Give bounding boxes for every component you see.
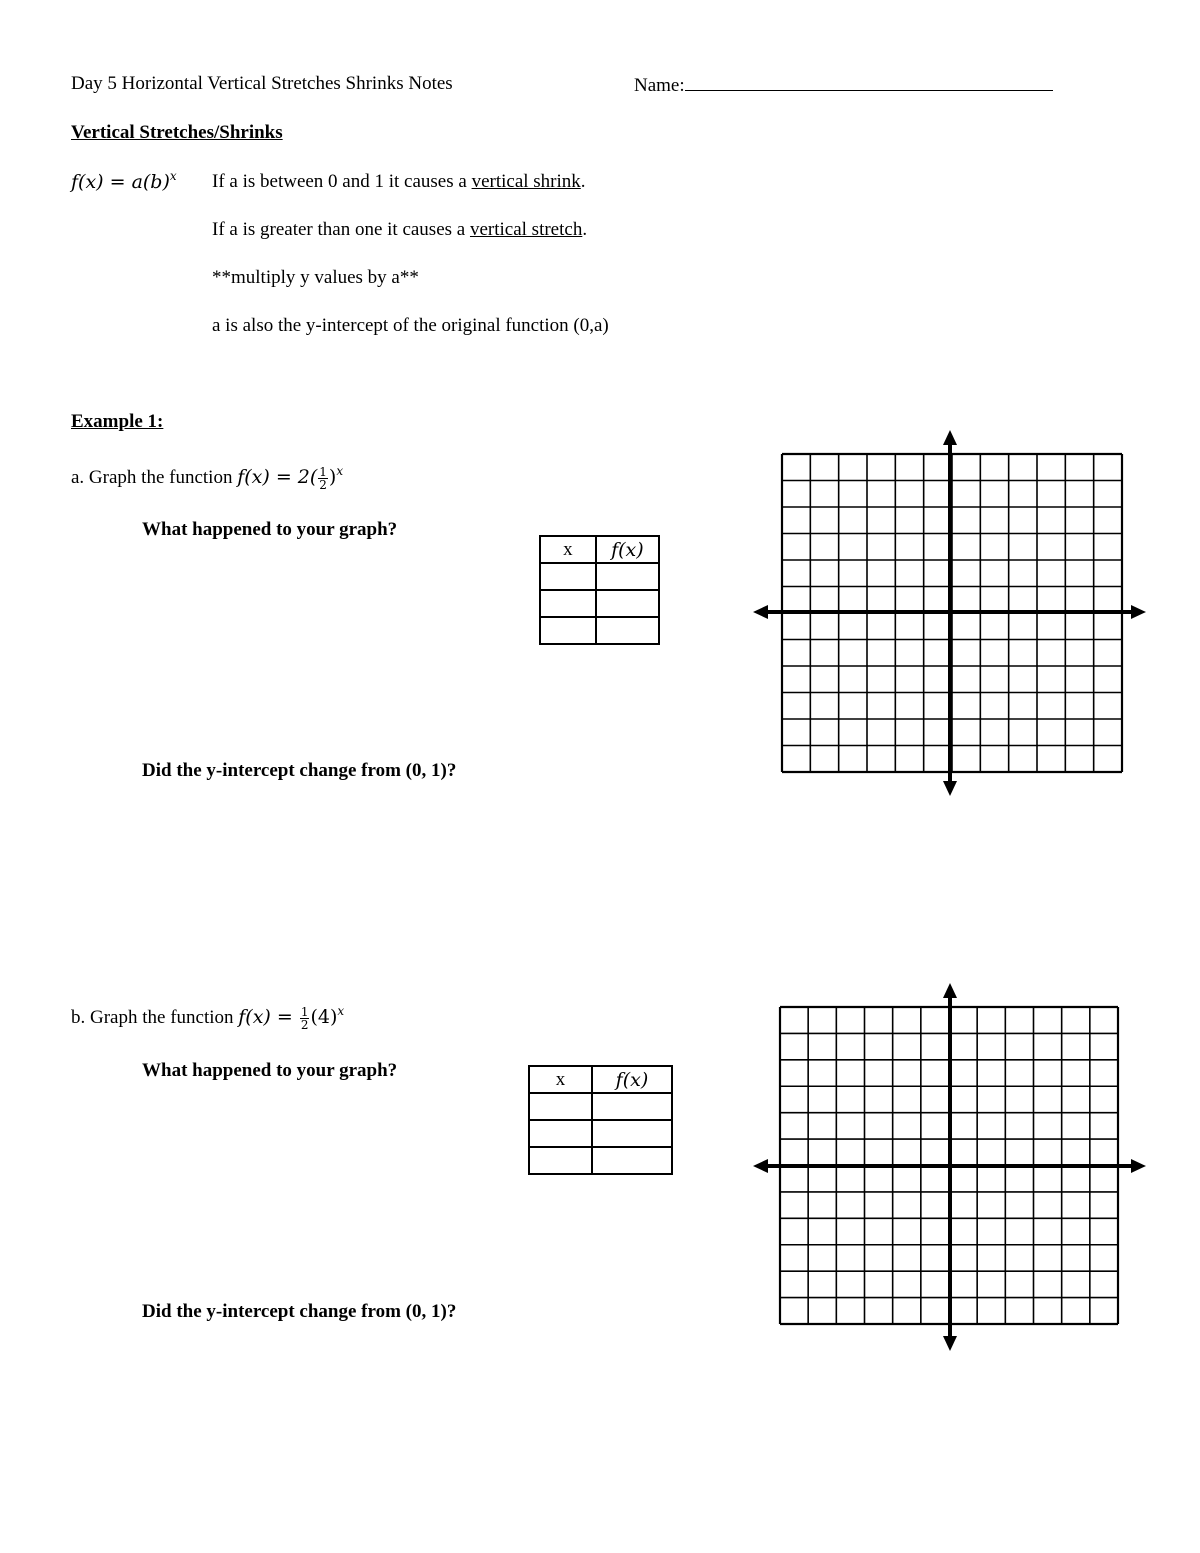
- part-a-question-graph: What happened to your graph?: [142, 519, 398, 540]
- table-cell[interactable]: [529, 1120, 592, 1147]
- x-axis-left-arrow-icon: [753, 1159, 768, 1173]
- rule-vertical-stretch: [212, 218, 587, 242]
- y-axis-up-arrow-icon: [943, 983, 957, 998]
- name-label: Name:: [634, 75, 685, 96]
- rule2-text: If a is greater than one it causes a: [212, 219, 470, 240]
- part-a-coordinate-grid[interactable]: [750, 425, 1150, 800]
- general-formula: [71, 170, 177, 196]
- y-axis-down-arrow-icon: [943, 1336, 957, 1351]
- part-b-fn-rhs: (4): [310, 1006, 338, 1028]
- formula-lhs: f(x) = a(b): [71, 171, 170, 193]
- table-cell[interactable]: [529, 1147, 592, 1174]
- name-field[interactable]: [634, 72, 1053, 98]
- part-a-question-intercept: Did the y-intercept change from (0, 1)?: [142, 760, 457, 781]
- part-a-frac-num: 1: [319, 464, 327, 479]
- part-a-function: [237, 464, 344, 492]
- part-b-prompt: [71, 1005, 344, 1031]
- table-header-x: x: [529, 1066, 592, 1093]
- x-axis-left-arrow-icon: [753, 605, 768, 619]
- table-cell[interactable]: [529, 1093, 592, 1120]
- name-blank-line[interactable]: [685, 72, 1053, 91]
- rule-y-intercept: a is also the y-intercept of the original function (0,a): [212, 315, 609, 336]
- table-cell[interactable]: [592, 1147, 672, 1174]
- part-b-fraction: [300, 1006, 310, 1031]
- table-cell[interactable]: [592, 1120, 672, 1147]
- part-b-question-graph: What happened to your graph?: [142, 1060, 398, 1081]
- part-b-xy-table: [528, 1065, 673, 1175]
- part-b-coordinate-grid[interactable]: [750, 980, 1150, 1355]
- table-header-fx: f(x): [596, 536, 659, 563]
- rule1-end: .: [580, 171, 586, 192]
- part-b-question-intercept: Did the y-intercept change from (0, 1)?: [142, 1301, 457, 1322]
- part-a-xy-table: [539, 535, 660, 645]
- rule2-end: .: [582, 219, 588, 240]
- table-cell[interactable]: [596, 617, 659, 644]
- part-a-prompt-text: a. Graph the function: [71, 467, 238, 488]
- part-a-fn-exp: x: [336, 464, 344, 478]
- table-cell[interactable]: [540, 563, 596, 590]
- rule2-term: vertical stretch: [469, 219, 583, 240]
- rule1-text: If a is between 0 and 1 it causes a: [212, 171, 472, 192]
- part-b-frac-den: 2: [300, 1017, 309, 1032]
- rule1-term: vertical shrink: [471, 171, 581, 192]
- table-header-x: x: [540, 536, 596, 563]
- part-b-fn-exp: x: [337, 1004, 345, 1018]
- part-b-prompt-text: b. Graph the function: [71, 1007, 239, 1028]
- part-a-fn-rhs: ): [328, 466, 337, 488]
- part-a-fraction: [318, 466, 328, 491]
- example-heading: Example 1:: [71, 411, 164, 432]
- x-axis-right-arrow-icon: [1131, 1159, 1146, 1173]
- rule-multiply: **multiply y values by a**: [212, 267, 419, 288]
- table-cell[interactable]: [540, 617, 596, 644]
- table-cell[interactable]: [596, 590, 659, 617]
- part-b-fn-lhs: f(x) =: [238, 1006, 299, 1028]
- part-b-frac-num: 1: [300, 1004, 309, 1019]
- part-b-function: [238, 1004, 345, 1032]
- table-header-fx: f(x): [592, 1066, 672, 1093]
- y-axis-down-arrow-icon: [943, 781, 957, 796]
- worksheet-title: Day 5 Horizontal Vertical Stretches Shrinks Notes: [71, 73, 453, 94]
- section-heading: Vertical Stretches/Shrinks: [71, 122, 283, 143]
- part-a-fn-lhs: f(x) = 2(: [237, 466, 318, 488]
- table-cell[interactable]: [592, 1093, 672, 1120]
- x-axis-right-arrow-icon: [1131, 605, 1146, 619]
- table-cell[interactable]: [596, 563, 659, 590]
- table-cell[interactable]: [540, 590, 596, 617]
- part-a-frac-den: 2: [319, 477, 327, 492]
- formula-exponent: x: [169, 169, 177, 183]
- y-axis-up-arrow-icon: [943, 430, 957, 445]
- rule-vertical-shrink: [212, 170, 586, 194]
- part-a-prompt: [71, 465, 343, 491]
